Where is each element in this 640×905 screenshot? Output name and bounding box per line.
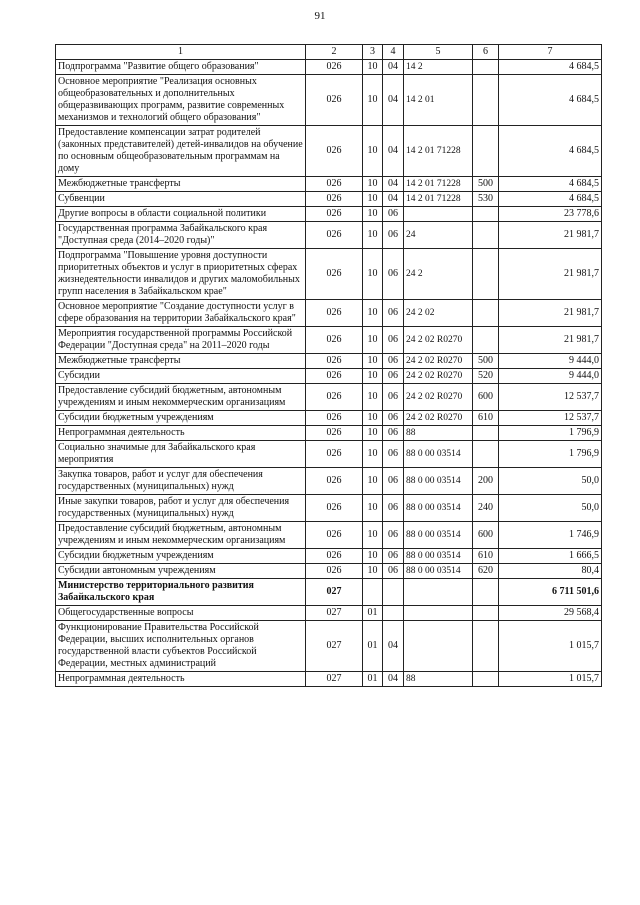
row-expense-type-cell: [473, 60, 499, 75]
row-subsection-cell: 06: [383, 495, 404, 522]
row-name-cell: Общегосударственные вопросы: [56, 606, 306, 621]
row-expense-type-cell: 240: [473, 495, 499, 522]
row-grbs-cell: 026: [306, 249, 363, 300]
row-grbs-cell: 026: [306, 75, 363, 126]
row-expense-type-cell: [473, 621, 499, 672]
row-sum-cell: 9 444,0: [499, 354, 602, 369]
table-row: [56, 441, 602, 468]
row-name-cell: Другие вопросы в области социальной политики: [56, 207, 306, 222]
row-name-cell: Основное мероприятие "Реализация основных общеобразовательных и дополнительных общеразвивающих программ, развитие современных механизмов и технологий общего образования": [56, 75, 306, 126]
row-sum-cell: 1 666,5: [499, 549, 602, 564]
row-grbs-cell: 026: [306, 354, 363, 369]
row-expense-type-cell: [473, 441, 499, 468]
row-section-cell: 10: [363, 354, 383, 369]
row-sum-cell: 50,0: [499, 468, 602, 495]
row-section-cell: 10: [363, 411, 383, 426]
row-subsection-cell: 04: [383, 75, 404, 126]
row-subsection-cell: [383, 606, 404, 621]
row-section-cell: 10: [363, 564, 383, 579]
row-target-article-cell: 88 0 00 03514: [404, 495, 473, 522]
row-expense-type-cell: 610: [473, 549, 499, 564]
table-row: [56, 369, 602, 384]
table-row: [56, 75, 602, 126]
row-subsection-cell: 04: [383, 177, 404, 192]
row-name-cell: Межбюджетные трансферты: [56, 177, 306, 192]
row-expense-type-cell: 500: [473, 177, 499, 192]
table-row: [56, 384, 602, 411]
row-subsection-cell: 06: [383, 207, 404, 222]
row-expense-type-cell: [473, 426, 499, 441]
row-subsection-cell: 06: [383, 549, 404, 564]
row-subsection-cell: 04: [383, 192, 404, 207]
row-sum-cell: 1 015,7: [499, 621, 602, 672]
row-grbs-cell: 026: [306, 441, 363, 468]
row-subsection-cell: 06: [383, 564, 404, 579]
row-sum-cell: 1 796,9: [499, 426, 602, 441]
row-grbs-cell: 027: [306, 606, 363, 621]
row-expense-type-cell: [473, 207, 499, 222]
row-sum-cell: 21 981,7: [499, 249, 602, 300]
row-sum-cell: 9 444,0: [499, 369, 602, 384]
row-sum-cell: 4 684,5: [499, 126, 602, 177]
row-grbs-cell: 026: [306, 192, 363, 207]
row-section-cell: 10: [363, 468, 383, 495]
header-cell: 2: [306, 45, 363, 60]
row-section-cell: 10: [363, 249, 383, 300]
table-row: [56, 672, 602, 687]
row-sum-cell: 4 684,5: [499, 60, 602, 75]
row-target-article-cell: 88 0 00 03514: [404, 468, 473, 495]
row-expense-type-cell: 520: [473, 369, 499, 384]
row-name-cell: Субсидии: [56, 369, 306, 384]
row-sum-cell: 12 537,7: [499, 384, 602, 411]
row-grbs-cell: 026: [306, 384, 363, 411]
row-subsection-cell: 06: [383, 411, 404, 426]
row-sum-cell: 50,0: [499, 495, 602, 522]
row-target-article-cell: 24 2 02 R0270: [404, 384, 473, 411]
table-row: [56, 300, 602, 327]
table-row: [56, 522, 602, 549]
row-name-cell: Предоставление компенсации затрат родителей (законных представителей) детей-инвалидов на обучение по основным общеобразовательным программам на дому: [56, 126, 306, 177]
row-section-cell: 01: [363, 672, 383, 687]
table-row: [56, 222, 602, 249]
row-subsection-cell: 04: [383, 126, 404, 177]
row-expense-type-cell: [473, 672, 499, 687]
row-sum-cell: 4 684,5: [499, 177, 602, 192]
table-row: [56, 60, 602, 75]
row-grbs-cell: 026: [306, 495, 363, 522]
row-subsection-cell: 06: [383, 222, 404, 249]
row-sum-cell: 1 015,7: [499, 672, 602, 687]
row-expense-type-cell: [473, 606, 499, 621]
table-row: [56, 549, 602, 564]
row-target-article-cell: 24 2 02 R0270: [404, 327, 473, 354]
budget-table: [55, 44, 602, 687]
row-name-cell: Мероприятия государственной программы Российской Федерации "Доступная среда" на 2011–2020 годы: [56, 327, 306, 354]
row-target-article-cell: 14 2 01 71228: [404, 177, 473, 192]
table-row: [56, 495, 602, 522]
row-target-article-cell: 88: [404, 672, 473, 687]
row-target-article-cell: 14 2 01 71228: [404, 126, 473, 177]
row-subsection-cell: 06: [383, 522, 404, 549]
row-subsection-cell: [383, 579, 404, 606]
row-name-cell: Подпрограмма "Повышение уровня доступности приоритетных объектов и услуг в приоритетных сферах жизнедеятельности инвалидов и других маломобильных групп населения в Забайкальском крае": [56, 249, 306, 300]
row-target-article-cell: 88 0 00 03514: [404, 522, 473, 549]
row-sum-cell: 4 684,5: [499, 192, 602, 207]
row-expense-type-cell: 620: [473, 564, 499, 579]
row-grbs-cell: 026: [306, 411, 363, 426]
row-sum-cell: 21 981,7: [499, 222, 602, 249]
table-row: [56, 192, 602, 207]
row-name-cell: Субсидии автономным учреждениям: [56, 564, 306, 579]
table-row: [56, 327, 602, 354]
row-section-cell: 10: [363, 495, 383, 522]
header-cell: 6: [473, 45, 499, 60]
row-subsection-cell: 06: [383, 441, 404, 468]
row-name-cell: Подпрограмма "Развитие общего образования": [56, 60, 306, 75]
row-subsection-cell: 06: [383, 384, 404, 411]
row-grbs-cell: 026: [306, 60, 363, 75]
table-body: [56, 45, 602, 687]
table-row: [56, 411, 602, 426]
row-target-article-cell: 24 2 02 R0270: [404, 369, 473, 384]
row-expense-type-cell: [473, 75, 499, 126]
table-row: [56, 621, 602, 672]
row-subsection-cell: 06: [383, 468, 404, 495]
row-target-article-cell: 14 2: [404, 60, 473, 75]
row-grbs-cell: 026: [306, 549, 363, 564]
row-section-cell: 10: [363, 441, 383, 468]
row-sum-cell: 80,4: [499, 564, 602, 579]
row-target-article-cell: 24 2 02 R0270: [404, 411, 473, 426]
row-sum-cell: 23 778,6: [499, 207, 602, 222]
table-row: [56, 579, 602, 606]
row-name-cell: Субсидии бюджетным учреждениям: [56, 411, 306, 426]
row-target-article-cell: 14 2 01: [404, 75, 473, 126]
table-row: [56, 354, 602, 369]
row-target-article-cell: [404, 606, 473, 621]
row-grbs-cell: 026: [306, 468, 363, 495]
row-subsection-cell: 06: [383, 327, 404, 354]
row-section-cell: 01: [363, 606, 383, 621]
row-name-cell: Субсидии бюджетным учреждениям: [56, 549, 306, 564]
row-section-cell: 10: [363, 177, 383, 192]
row-target-article-cell: [404, 207, 473, 222]
row-expense-type-cell: [473, 327, 499, 354]
row-target-article-cell: 88: [404, 426, 473, 441]
row-sum-cell: 29 568,4: [499, 606, 602, 621]
row-subsection-cell: 06: [383, 426, 404, 441]
row-section-cell: 10: [363, 207, 383, 222]
row-section-cell: 01: [363, 621, 383, 672]
row-name-cell: Непрограммная деятельность: [56, 426, 306, 441]
row-name-cell: Предоставление субсидий бюджетным, автономным учреждениям и иным некоммерческим организациям: [56, 384, 306, 411]
row-section-cell: 10: [363, 192, 383, 207]
row-grbs-cell: 027: [306, 672, 363, 687]
row-expense-type-cell: 200: [473, 468, 499, 495]
row-name-cell: Государственная программа Забайкальского края "Доступная среда (2014–2020 годы)": [56, 222, 306, 249]
row-sum-cell: 4 684,5: [499, 75, 602, 126]
row-sum-cell: 12 537,7: [499, 411, 602, 426]
row-sum-cell: 6 711 501,6: [499, 579, 602, 606]
row-target-article-cell: 88 0 00 03514: [404, 441, 473, 468]
row-expense-type-cell: [473, 249, 499, 300]
row-sum-cell: 21 981,7: [499, 327, 602, 354]
row-sum-cell: 1 746,9: [499, 522, 602, 549]
header-cell: 1: [56, 45, 306, 60]
row-target-article-cell: [404, 579, 473, 606]
header-cell: 3: [363, 45, 383, 60]
row-grbs-cell: 026: [306, 222, 363, 249]
row-target-article-cell: 14 2 01 71228: [404, 192, 473, 207]
row-grbs-cell: 026: [306, 300, 363, 327]
row-section-cell: 10: [363, 222, 383, 249]
row-subsection-cell: 04: [383, 672, 404, 687]
row-grbs-cell: 026: [306, 177, 363, 192]
row-name-cell: Закупка товаров, работ и услуг для обеспечения государственных (муниципальных) нужд: [56, 468, 306, 495]
row-expense-type-cell: 610: [473, 411, 499, 426]
row-grbs-cell: 026: [306, 126, 363, 177]
row-grbs-cell: 026: [306, 522, 363, 549]
row-name-cell: Иные закупки товаров, работ и услуг для обеспечения государственных (муниципальных) нужд: [56, 495, 306, 522]
row-grbs-cell: 027: [306, 621, 363, 672]
row-name-cell: Министерство территориального развития Забайкальского края: [56, 579, 306, 606]
row-section-cell: 10: [363, 300, 383, 327]
row-expense-type-cell: [473, 126, 499, 177]
column-number-header: [56, 45, 602, 60]
table-row: [56, 468, 602, 495]
row-grbs-cell: 026: [306, 564, 363, 579]
row-section-cell: 10: [363, 522, 383, 549]
row-name-cell: Непрограммная деятельность: [56, 672, 306, 687]
row-subsection-cell: 06: [383, 249, 404, 300]
row-expense-type-cell: 600: [473, 384, 499, 411]
table-row: [56, 126, 602, 177]
row-section-cell: [363, 579, 383, 606]
row-grbs-cell: 026: [306, 327, 363, 354]
row-target-article-cell: 24 2 02 R0270: [404, 354, 473, 369]
row-expense-type-cell: [473, 579, 499, 606]
page-number: 91: [314, 10, 326, 22]
row-target-article-cell: 24 2 02: [404, 300, 473, 327]
row-name-cell: Основное мероприятие "Создание доступности услуг в сфере образования на территории Забайкальского края": [56, 300, 306, 327]
table-row: [56, 177, 602, 192]
row-grbs-cell: 026: [306, 369, 363, 384]
row-sum-cell: 21 981,7: [499, 300, 602, 327]
table-row: [56, 207, 602, 222]
row-subsection-cell: 04: [383, 621, 404, 672]
row-subsection-cell: 06: [383, 354, 404, 369]
row-subsection-cell: 06: [383, 369, 404, 384]
row-target-article-cell: 88 0 00 03514: [404, 549, 473, 564]
row-target-article-cell: 24 2: [404, 249, 473, 300]
row-section-cell: 10: [363, 384, 383, 411]
row-subsection-cell: 06: [383, 300, 404, 327]
row-expense-type-cell: [473, 222, 499, 249]
row-sum-cell: 1 796,9: [499, 441, 602, 468]
row-expense-type-cell: 530: [473, 192, 499, 207]
row-target-article-cell: 24: [404, 222, 473, 249]
row-grbs-cell: 027: [306, 579, 363, 606]
table-row: [56, 249, 602, 300]
header-cell: 7: [499, 45, 602, 60]
row-subsection-cell: 04: [383, 60, 404, 75]
row-section-cell: 10: [363, 549, 383, 564]
row-name-cell: Социально значимые для Забайкальского края мероприятия: [56, 441, 306, 468]
table-row: [56, 564, 602, 579]
row-section-cell: 10: [363, 60, 383, 75]
row-expense-type-cell: 600: [473, 522, 499, 549]
table-row: [56, 606, 602, 621]
row-name-cell: Межбюджетные трансферты: [56, 354, 306, 369]
header-cell: 5: [404, 45, 473, 60]
row-expense-type-cell: 500: [473, 354, 499, 369]
row-target-article-cell: 88 0 00 03514: [404, 564, 473, 579]
header-cell: 4: [383, 45, 404, 60]
row-name-cell: Субвенции: [56, 192, 306, 207]
row-grbs-cell: 026: [306, 207, 363, 222]
row-expense-type-cell: [473, 300, 499, 327]
row-section-cell: 10: [363, 75, 383, 126]
table-row: [56, 426, 602, 441]
row-target-article-cell: [404, 621, 473, 672]
row-section-cell: 10: [363, 126, 383, 177]
row-section-cell: 10: [363, 426, 383, 441]
row-name-cell: Предоставление субсидий бюджетным, автономным учреждениям и иным некоммерческим организациям: [56, 522, 306, 549]
row-section-cell: 10: [363, 327, 383, 354]
row-section-cell: 10: [363, 369, 383, 384]
row-name-cell: Функционирование Правительства Российской Федерации, высших исполнительных органов государственной власти субъектов Российской Федерации, местных администраций: [56, 621, 306, 672]
row-grbs-cell: 026: [306, 426, 363, 441]
